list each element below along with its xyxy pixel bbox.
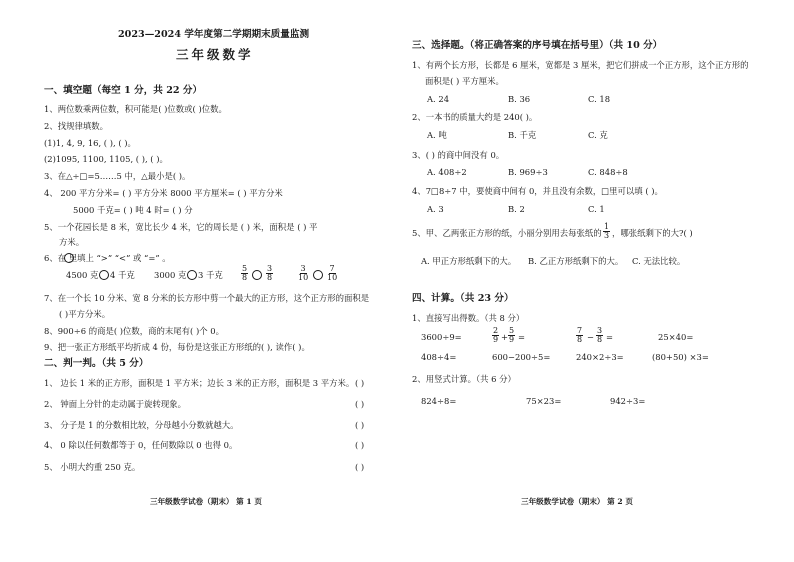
calc-item: (80+50) ×3= — [652, 352, 709, 362]
page-footer: 三年级数学试卷（期末） 第 1 页 — [150, 497, 262, 506]
option[interactable]: C. 848÷8 — [588, 167, 628, 177]
choice-1b: 面积是( ) 平方厘米。 — [425, 76, 504, 86]
compare-2-left: 3000 克 — [154, 270, 187, 280]
question-1-2b: (2)1095, 1100, 1105, ( ), ( )。 — [44, 154, 168, 164]
choice-3: 3、( ) 的商中间没有 0。 — [412, 150, 505, 160]
judge-2: 2、 钟面上分针的走动属于旋转现象。 — [44, 399, 186, 409]
compare-circle[interactable] — [187, 270, 197, 280]
equals-sign: = — [518, 332, 526, 342]
calc-item: 600−200÷5= — [492, 352, 551, 362]
choice-5-pre: 5、甲、乙两张正方形的纸，小丽分别用去每张纸的 — [412, 228, 602, 238]
compare-circle[interactable] — [313, 270, 323, 280]
option[interactable]: A. 24 — [427, 94, 450, 104]
calc-item: 25×40= — [658, 332, 694, 342]
judge-5: 5、 小明大约重 250 克。 — [44, 462, 141, 472]
compare-circle[interactable] — [99, 270, 109, 280]
choice-4: 4、7□8÷7 中，要使商中间有 0，并且没有余数，□里可以填 ( )。 — [412, 186, 663, 196]
vertical-calc-item: 942÷3= — [610, 396, 646, 406]
question-1-4b: 5000 千克= ( ) 吨 4 时= ( ) 分 — [73, 205, 193, 215]
question-1-3: 3、在△÷□=5……5 中，△最小是( )。 — [44, 171, 191, 181]
answer-paren[interactable]: ( ) — [355, 378, 365, 388]
question-1-7b: ( )平方分米。 — [59, 309, 111, 319]
fraction: $\frac{5}{8}$ — [242, 264, 248, 282]
compare-2-right: 3 千克 — [198, 270, 223, 280]
choice-5-post: ，哪张纸剩下的大?( ) — [612, 228, 693, 238]
vertical-calc-item: 75×23= — [526, 396, 562, 406]
option[interactable]: B. 36 — [508, 94, 531, 104]
option[interactable]: C. 克 — [588, 130, 608, 140]
question-1-9: 9、把一张正方形纸平均折成 4 份，每份是这张正方形纸的( ), 读作( )。 — [44, 342, 310, 352]
section-3-heading: 三、选择题。（将正确答案的序号填在括号里）（共 10 分） — [412, 40, 663, 51]
calc-item: 408÷4= — [421, 352, 457, 362]
fraction: $\frac{7}{10}$ — [327, 264, 338, 282]
option[interactable]: B. 969÷3 — [508, 167, 548, 177]
question-1-8: 8、900÷6 的商是( )位数，商的末尾有( )个 0。 — [44, 326, 224, 336]
option[interactable]: C. 18 — [588, 94, 611, 104]
option[interactable]: C. 无法比较。 — [632, 256, 686, 266]
exam-page-2 — [400, 0, 794, 562]
question-1-2: 2、找规律填数。 — [44, 121, 108, 131]
option[interactable]: B. 2 — [508, 204, 525, 214]
option[interactable]: A. 408÷2 — [427, 167, 467, 177]
vertical-calc-item: 824÷8= — [421, 396, 457, 406]
judge-4: 4、 0 除以任何数都等于 0，任何数除以 0 也得 0。 — [44, 440, 238, 450]
option[interactable]: B. 千克 — [508, 130, 537, 140]
fraction: $\frac{1}{3}$ — [604, 222, 610, 240]
fraction: $\frac{3}{8}$ — [267, 264, 273, 282]
compare-1-right: 4 千克 — [110, 270, 135, 280]
section-4-heading: 四、计算。（共 23 分） — [412, 293, 514, 304]
question-1-2a: (1)1, 4, 9, 16, ( ), ( )。 — [44, 138, 136, 148]
answer-paren[interactable]: ( ) — [355, 440, 365, 450]
question-1-7a: 7、在一个长 10 分米、宽 8 分米的长方形中剪一个最大的正方形，这个正方形的面积是 — [44, 293, 370, 303]
section-1-heading: 一、填空题（每空 1 分，共 22 分） — [44, 85, 203, 96]
question-1-5b: 方米。 — [59, 237, 85, 247]
answer-paren[interactable]: ( ) — [355, 420, 365, 430]
fraction: $\frac{3}{10}$ — [298, 264, 309, 282]
calc-1-title: 1、直接写出得数。（共 8 分） — [412, 313, 525, 323]
fraction: $\frac{7}{8}$ — [577, 326, 583, 344]
option[interactable]: C. 1 — [588, 204, 605, 214]
fraction: $\frac{5}{9}$ — [509, 326, 515, 344]
option[interactable]: A. 吨 — [427, 130, 447, 140]
exam-header: 2023—2024 学年度第二学期期末质量监测 — [118, 29, 310, 40]
exam-title: 三年级数学 — [176, 47, 254, 62]
fraction: $\frac{2}{9}$ — [493, 326, 499, 344]
question-1-1: 1、两位数乘两位数，积可能是( )位数或( )位数。 — [44, 104, 227, 114]
minus-sign: − — [587, 332, 595, 342]
plus-sign: + — [501, 332, 509, 342]
compare-1-left: 4500 克 — [66, 270, 99, 280]
option[interactable]: B. 乙正方形纸剩下的大。 — [528, 256, 624, 266]
calc-2-title: 2、用竖式计算。（共 6 分） — [412, 374, 516, 384]
calc-item: 240×2÷3= — [576, 352, 624, 362]
question-1-6: 6、在 里填上 “>” “<” 或 “=” 。 — [44, 253, 171, 263]
answer-paren[interactable]: ( ) — [355, 462, 365, 472]
option[interactable]: A. 甲正方形纸剩下的大。 — [421, 256, 517, 266]
equals-sign: = — [606, 332, 614, 342]
answer-paren[interactable]: ( ) — [355, 399, 365, 409]
choice-2: 2、一本书的质量大约是 240( )。 — [412, 112, 538, 122]
section-2-heading: 二、判一判。（共 5 分） — [44, 358, 149, 369]
compare-circle[interactable] — [252, 270, 262, 280]
choice-1a: 1、有两个长方形，长都是 6 厘米，宽都是 3 厘米，把它们拼成一个正方形，这个正方形的 — [412, 60, 749, 70]
question-1-4a: 4、 200 平方分米= ( ) 平方分米 8000 平方厘米= ( ) 平方分米 — [44, 188, 283, 198]
fraction: $\frac{3}{8}$ — [597, 326, 603, 344]
judge-3: 3、 分子是 1 的分数相比较，分母越小分数就越大。 — [44, 420, 239, 430]
option[interactable]: A. 3 — [427, 204, 444, 214]
judge-1: 1、 边长 1 米的正方形，面积是 1 平方米；边长 3 米的正方形，面积是 3 平方米。 — [44, 378, 355, 388]
circle-blank-icon — [64, 253, 74, 263]
calc-item: 3600÷9= — [421, 332, 462, 342]
page-footer: 三年级数学试卷（期末） 第 2 页 — [521, 497, 633, 506]
question-1-5a: 5、一个花园长是 8 米，宽比长少 4 米，它的周长是 ( ) 米，面积是 ( ) 平 — [44, 222, 318, 232]
